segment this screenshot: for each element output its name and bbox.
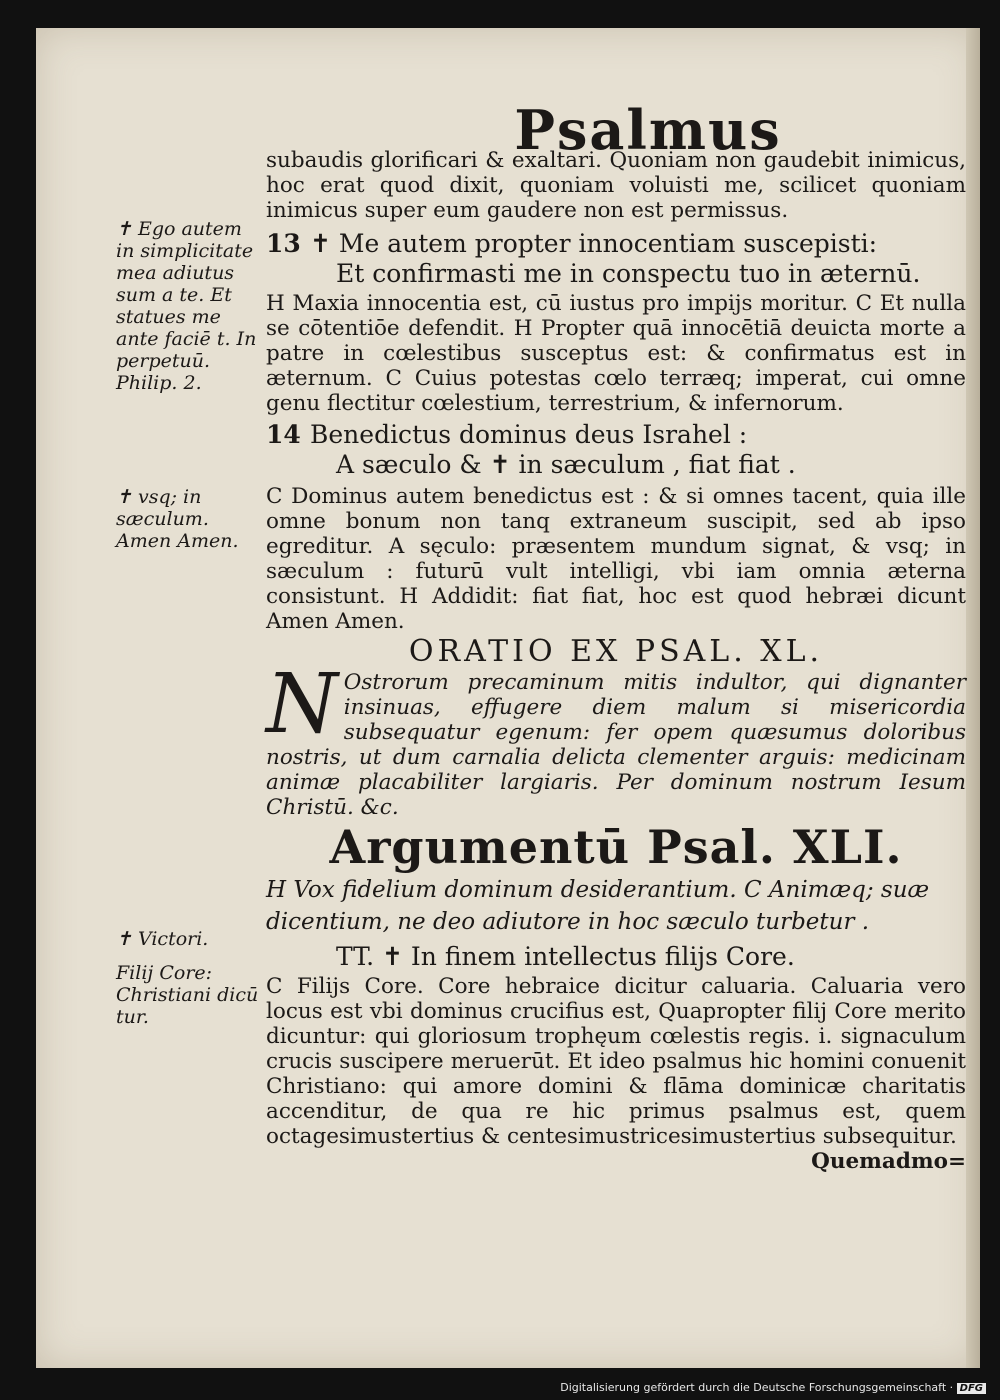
oratio-title: ORATIO EX PSAL. XL. bbox=[408, 634, 824, 669]
commentary-14: C Dominus autem benedictus est : & si omnes tacent, quia ille omne bonum non tanq extraneum suscipit, sed ab ipso egreditur. A sęculo: præsentem mundum signat, & vsq; in sæculum : futurū vult intelligi, vbi iam omnia æterna consistunt. H Addidit: fiat fiat, hoc est quod hebræi dicunt Amen Amen. bbox=[266, 484, 966, 634]
verse-text: Benedictus dominus deus Israhel : bbox=[310, 420, 748, 449]
margin-note-3: ✝ Victori. bbox=[116, 928, 209, 950]
verse-14-line-2: A sæculo & ✝ in sæculum , fiat fiat . bbox=[336, 450, 796, 479]
argument-text: H Vox fidelium dominum desiderantium. C Animæq; suæ dicentium, ne deo adiutore in hoc sæculo turbetur . bbox=[266, 877, 930, 935]
commentary-core: C Filijs Core. Core hebraice dicitur caluaria. Caluaria vero locus est vbi dominus crucifius est, Quapropter filij Core merito dicuntur: qui gloriosum trophęum cœlestis regis. i. signaculum crucis suscipere meruerūt. Et ideo psalmus hic homini conuenit Christiano: qui amore domini & flāma dominicæ charitatis accenditur, de qua re hic primus psalmus est, quem octagesimustertius & centesimustricesimustertius subsequitur. bbox=[266, 974, 966, 1149]
argument-title: Argumentū Psal. XLI. bbox=[329, 820, 903, 874]
catchword: Quemadmo= bbox=[811, 1149, 966, 1174]
margin-note-4: Filij Core: Christiani dicū tur. bbox=[116, 962, 259, 1028]
page-edge bbox=[966, 28, 980, 1368]
running-title: Psalmus bbox=[514, 98, 782, 162]
psalm-title-line: TT. ✝ In finem intellectus filijs Core. bbox=[336, 942, 795, 971]
verse-text: ✝ Me autem propter innocentiam suscepisti: bbox=[310, 229, 878, 258]
verse-number: 14 bbox=[266, 420, 301, 449]
digitization-footer bbox=[560, 1381, 986, 1394]
oratio-text: Ostrorum precaminum mitis indultor, qui dignanter insinuas, effugere diem malum si misericordia subsequatur egenum: fer opem quæsumus doloribus nostris, ut dum carnalia delicta clementer arguis: medicinam animæ placabiliter largiaris. Per dominum nostrum Iesum Christū. &c. bbox=[266, 670, 966, 820]
main-text-column bbox=[266, 148, 966, 1174]
oratio-paragraph bbox=[266, 657, 966, 820]
margin-note-2: ✝ vsq; in sæculum. Amen Amen. bbox=[116, 486, 239, 552]
drop-cap-initial: N bbox=[266, 657, 338, 752]
dfg-logo: DFG bbox=[957, 1383, 986, 1394]
verse-13 bbox=[266, 229, 966, 259]
intro-paragraph: subaudis glorificari & exaltari. Quoniam non gaudebit inimicus, hoc erat quod dixit, quoniam voluisti me, scilicet quoniam inimicus super eum gaudere non est permissus. bbox=[266, 148, 966, 223]
verse-number: 13 bbox=[266, 229, 301, 258]
verse-14 bbox=[266, 420, 966, 450]
footer-text: Digitalisierung gefördert durch die Deutsche Forschungsgemeinschaft · bbox=[560, 1381, 954, 1394]
commentary-13: H Maxia innocentia est, cū iustus pro impijs moritur. C Et nulla se cōtentiōe defendit. H Propter quā innocētiā deuicta morte a patre in cœlestibus susceptus est: & confirmatus est in æternum. C Cuius potestas cœlo terræq; imperat, cui omne genu flectitur cœlestium, terrestrium, & infernorum. bbox=[266, 291, 966, 416]
verse-13-line-2: Et confirmasti me in conspectu tuo in æternū. bbox=[336, 259, 921, 288]
book-page bbox=[36, 28, 980, 1368]
margin-note-1: ✝ Ego autem in simplicitate mea adiutus sum a te. Et statues me ante faciē t. In perpetuū. Philip. 2. bbox=[116, 218, 257, 394]
